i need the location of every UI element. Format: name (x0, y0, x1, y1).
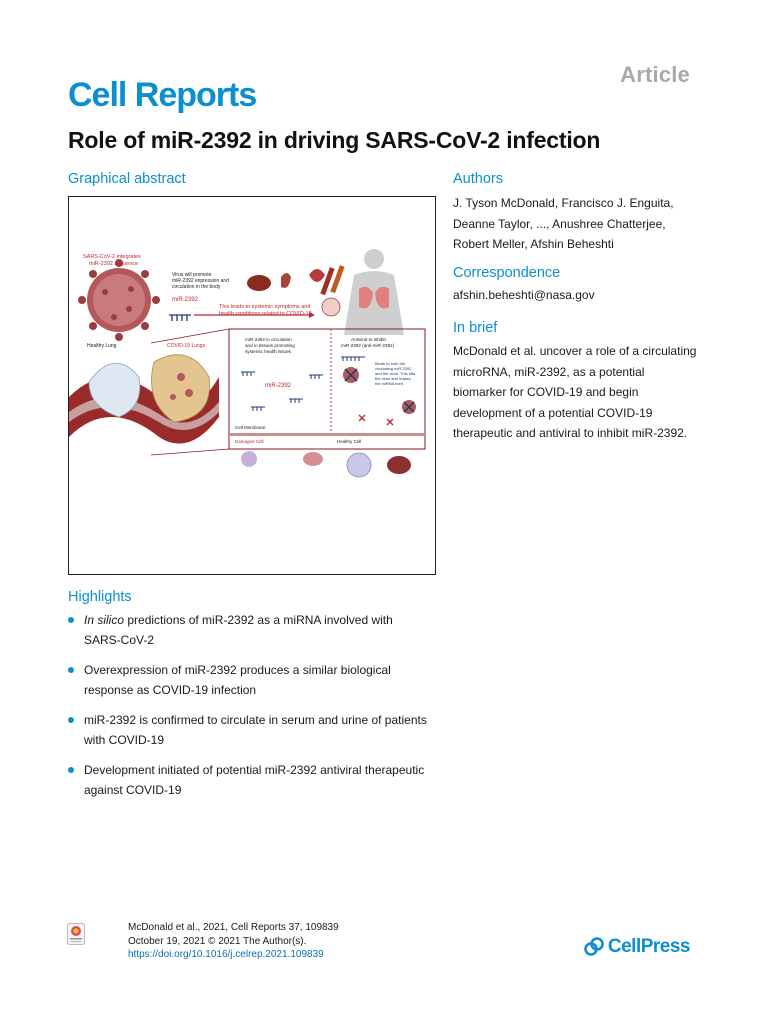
mir-center-label: miR-2392 (265, 383, 292, 389)
binds-line-1: Binds to both the (375, 361, 406, 366)
in-brief-text: McDonald et al. uncover a role of a circulating microRNA, miR-2392, as a potential biomarker for COVID-19 and begin development of a potential COVID-19 therapeutic and antiviral to inhibit miR-2392. (453, 344, 697, 440)
footer-date: October 19, 2021 © 2021 The Author(s). (128, 935, 307, 947)
in-brief-heading: In brief (453, 320, 498, 336)
brain-icon (322, 298, 340, 316)
healthy-cell-icon (347, 453, 371, 477)
cellpress-logo[interactable] (584, 936, 690, 958)
article-type-label: Article (620, 62, 690, 87)
healthy-lung-label: Healthy Lung (87, 343, 117, 349)
liver-icon (247, 275, 271, 291)
highlight-italic: In silico (84, 613, 125, 627)
antiviral-line-2: miR-2392 (anti-miR-2392) (341, 343, 395, 348)
article-title: Role of miR-2392 in driving SARS-CoV-2 infection (68, 127, 601, 153)
covid-lungs-label: COVID-19 Lungs (167, 343, 206, 349)
highlight-text: miR-2392 is confirmed to circulate in serum and urine of patients with COVID-19 (84, 713, 427, 747)
highlight-item (68, 660, 428, 700)
coronavirus-icon (78, 259, 160, 341)
circulation-line-3: systemic health issues (245, 349, 291, 354)
binds-line-3: and the virus. This kills (375, 371, 416, 376)
antiviral-line-1: Antiviral to inhibit (351, 337, 386, 342)
footer-citation-block (128, 921, 339, 962)
graphical-abstract-heading: Graphical abstract (68, 171, 186, 187)
circulation-line-1: miR-2392 in circulation (245, 337, 292, 342)
highlights-list (68, 610, 428, 810)
check-for-updates-icon[interactable] (67, 923, 85, 945)
binds-line-4: the virus and makes (375, 376, 411, 381)
doi-link[interactable]: https://doi.org/10.1016/j.celrep.2021.109839 (128, 949, 324, 960)
graphical-abstract-figure (68, 196, 436, 575)
highlight-item (68, 710, 428, 750)
healthy-cell-label: Healthy Cell (337, 439, 362, 444)
bullet-icon (68, 717, 74, 723)
highlight-text: Development initiated of potential miR-2392 antiviral therapeutic against COVID-19 (84, 763, 425, 797)
mirna-strand-icon (169, 315, 191, 321)
graphical-abstract-illustration (69, 197, 434, 573)
authors-list: J. Tyson McDonald, Francisco J. Enguita, Deanne Taylor, ..., Anushree Chatterjee, Robert Meller, Afshin Beheshti (453, 196, 674, 251)
highlight-text: Overexpression of miR-2392 produces a similar biological response as COVID-19 infection (84, 663, 391, 697)
virus-label-line-1: SARS-CoV-2 integrates (83, 254, 141, 260)
patient-figure-icon (344, 249, 404, 335)
correspondence-heading: Correspondence (453, 265, 561, 281)
kidney-icon (281, 273, 291, 288)
systemic-line-1: This leads to systemic symptoms and (219, 304, 311, 310)
footer-citation: McDonald et al., 2021, Cell Reports 37, 109839 (128, 922, 339, 933)
bullet-icon (68, 767, 74, 773)
highlight-item (68, 760, 428, 800)
highlight-text: predictions of miR-2392 as a miRNA involved with SARS-CoV-2 (84, 613, 393, 647)
bullet-icon (68, 667, 74, 673)
bullet-icon (68, 617, 74, 623)
journal-name: Cell Reports (68, 76, 257, 114)
circulation-line-2: and in tissues promoting (245, 343, 295, 348)
heart-icon (309, 269, 325, 282)
highlights-heading: Highlights (68, 589, 132, 605)
mirna-strands-cluster (241, 357, 365, 411)
virus-label-line-2: miR-2392 sequence (89, 261, 139, 267)
correspondence-email[interactable]: afshin.beheshti@nasa.gov (453, 288, 595, 302)
binds-line-2: circulating miR-2392 (375, 366, 412, 371)
promote-line-3: circulation in the body (172, 284, 221, 290)
highlight-item (68, 610, 428, 650)
systemic-line-2: health conditions related to COVID-19 (219, 311, 312, 317)
publisher-name: CellPress (607, 936, 690, 957)
authors-heading: Authors (453, 171, 503, 187)
cell-membrane-label: Cell Membrane (235, 425, 266, 430)
damaged-cell-label: Damaged Cell (235, 439, 264, 444)
promote-line-2: miR-2392 expression and (172, 278, 229, 284)
mir-label: miR-2392 (172, 297, 199, 303)
mitochondria-icon (387, 456, 411, 474)
cellpress-logo-icon (584, 937, 604, 957)
promote-line-1: Virus will promote (172, 272, 212, 278)
damaged-cell-icon (241, 451, 257, 467)
binds-line-5: the miRNA inert (375, 381, 404, 386)
